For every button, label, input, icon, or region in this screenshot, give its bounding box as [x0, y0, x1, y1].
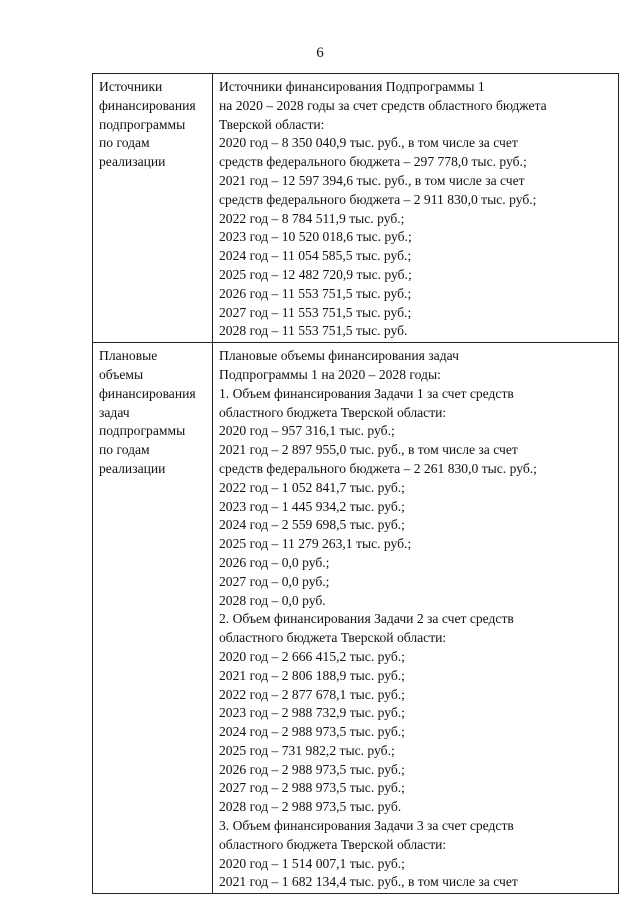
content-line: областного бюджета Тверской области:: [219, 404, 447, 420]
content-line: 2023 год – 10 520 018,6 тыс. руб.;: [219, 229, 412, 245]
content-line: 2025 год – 731 982,2 тыс. руб.;: [219, 742, 395, 758]
row-label-line: по годам: [99, 442, 150, 458]
content-line: 2028 год – 0,0 руб.: [219, 592, 326, 608]
content-line: 2024 год – 2 988 973,5 тыс. руб.;: [219, 724, 405, 740]
row-label-line: подпрограммы: [99, 116, 186, 132]
row-label-line: финансирования: [99, 385, 196, 401]
content-line: Плановые объемы финансирования задач: [219, 348, 459, 364]
row-label-line: Плановые: [99, 348, 158, 364]
content-line: 2024 год – 2 559 698,5 тыс. руб.;: [219, 517, 405, 533]
content-line: 2026 год – 0,0 руб.;: [219, 554, 330, 570]
content-line: 2020 год – 2 666 415,2 тыс. руб.;: [219, 648, 405, 664]
row-label-line: задач: [99, 404, 130, 420]
row-label-line: Источники: [99, 79, 163, 94]
content-line: областного бюджета Тверской области:: [219, 836, 447, 852]
content-line: 2020 год – 957 316,1 тыс. руб.;: [219, 423, 395, 439]
content-line: на 2020 – 2028 годы за счет средств областного бюджета: [219, 97, 547, 113]
content-line: 2021 год – 2 897 955,0 тыс. руб., в том числе за счет: [219, 442, 518, 458]
content-line: 2023 год – 2 988 732,9 тыс. руб.;: [219, 705, 405, 721]
content-line: средств федерального бюджета – 2 261 830,0 тыс. руб.;: [219, 460, 537, 476]
content-line: 2024 год – 11 054 585,5 тыс. руб.;: [219, 248, 412, 264]
content-line: Тверской области:: [219, 116, 325, 132]
content-line: 2020 год – 8 350 040,9 тыс. руб., в том числе за счет: [219, 135, 518, 151]
content-line: 2021 год – 2 806 188,9 тыс. руб.;: [219, 667, 405, 683]
row-label-line: по годам: [99, 135, 150, 151]
row-label-line: реализации: [99, 460, 166, 476]
row-label-cell: [93, 74, 213, 343]
row-content-cell: [213, 74, 619, 343]
table-row: [93, 343, 619, 894]
program-table: [92, 73, 619, 894]
content-line: 2027 год – 2 988 973,5 тыс. руб.;: [219, 780, 405, 796]
row-label-line: реализации: [99, 154, 166, 170]
content-line: 3. Объем финансирования Задачи 3 за счет средств: [219, 818, 514, 834]
content-line: 2023 год – 1 445 934,2 тыс. руб.;: [219, 498, 405, 514]
table-row: [93, 74, 619, 343]
content-line: 2026 год – 11 553 751,5 тыс. руб.;: [219, 285, 412, 301]
content-line: Подпрограммы 1 на 2020 – 2028 годы:: [219, 366, 441, 382]
content-line: средств федерального бюджета – 297 778,0 тыс. руб.;: [219, 154, 527, 170]
row-label-line: финансирования: [99, 97, 196, 113]
content-line: областного бюджета Тверской области:: [219, 630, 447, 646]
content-line: 2028 год – 11 553 751,5 тыс. руб.: [219, 323, 408, 339]
row-content-cell: [213, 343, 619, 894]
content-line: 2028 год – 2 988 973,5 тыс. руб.: [219, 799, 402, 815]
content-line: 2025 год – 11 279 263,1 тыс. руб.;: [219, 536, 412, 552]
content-line: 2025 год – 12 482 720,9 тыс. руб.;: [219, 266, 412, 282]
row-label-line: объемы: [99, 366, 144, 382]
page-number: 6: [316, 45, 324, 61]
content-line: 2020 год – 1 514 007,1 тыс. руб.;: [219, 855, 405, 871]
content-line: Источники финансирования Подпрограммы 1: [219, 79, 485, 94]
row-label-cell: [93, 343, 213, 894]
content-line: 2022 год – 2 877 678,1 тыс. руб.;: [219, 686, 405, 702]
content-line: 2022 год – 8 784 511,9 тыс. руб.;: [219, 210, 405, 226]
content-line: 2027 год – 0,0 руб.;: [219, 573, 330, 589]
row-label-line: подпрограммы: [99, 423, 186, 439]
content-line: средств федерального бюджета – 2 911 830,0 тыс. руб.;: [219, 191, 537, 207]
content-line: 2021 год – 1 682 134,4 тыс. руб., в том числе за счет: [219, 874, 518, 890]
content-line: 2. Объем финансирования Задачи 2 за счет средств: [219, 611, 514, 627]
content-line: 1. Объем финансирования Задачи 1 за счет средств: [219, 385, 514, 401]
content-line: 2022 год – 1 052 841,7 тыс. руб.;: [219, 479, 405, 495]
content-line: 2027 год – 11 553 751,5 тыс. руб.;: [219, 304, 412, 320]
content-line: 2021 год – 12 597 394,6 тыс. руб., в том числе за счет: [219, 172, 525, 188]
content-line: 2026 год – 2 988 973,5 тыс. руб.;: [219, 761, 405, 777]
